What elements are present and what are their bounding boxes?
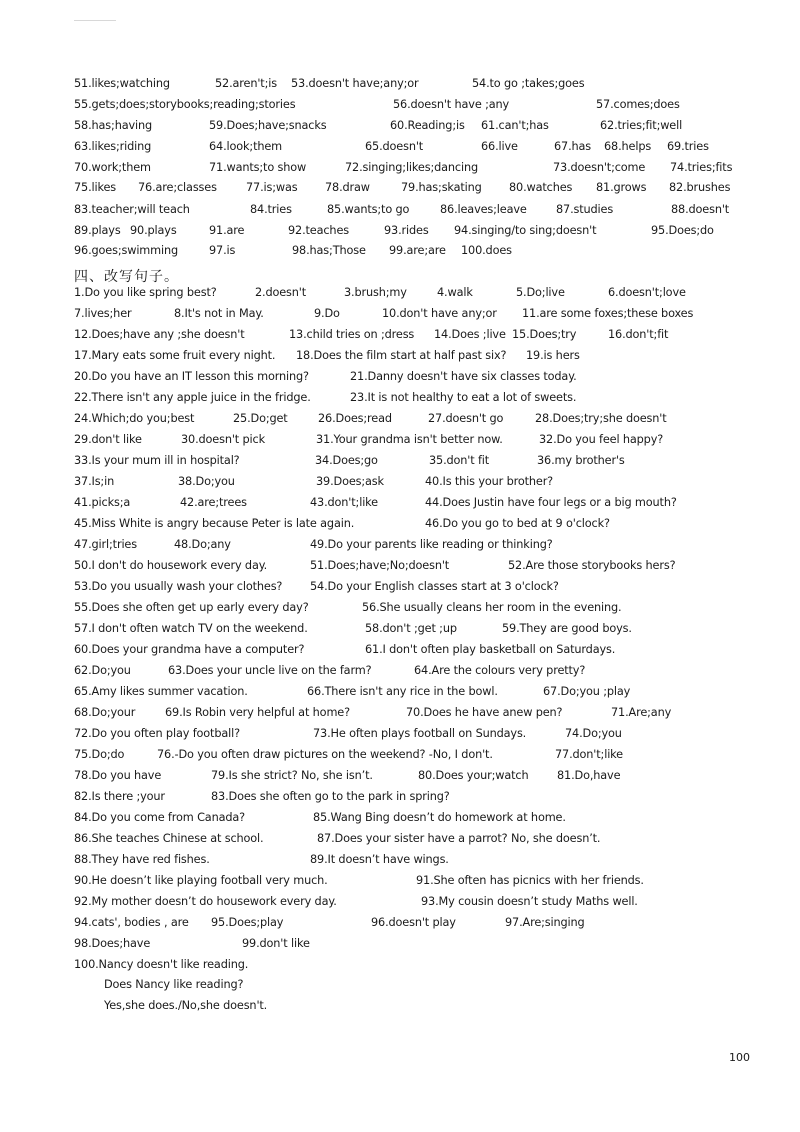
answer-item: 84.Do you come from Canada? [74, 811, 245, 824]
answer-item: 60.Does your grandma have a computer? [74, 643, 305, 656]
answer-item: 94.cats', bodies , are [74, 916, 189, 929]
answer-item: 85.Wang Bing doesn’t do homework at home. [313, 811, 566, 824]
answer-item: 59.Does;have;snacks [209, 119, 327, 132]
answer-item: 18.Does the film start at half past six? [296, 349, 507, 362]
top-rule [74, 20, 116, 21]
answer-item: 94.singing/to sing;doesn't [454, 224, 597, 237]
answer-item: 84.tries [250, 203, 292, 216]
answer-item: 2.doesn't [255, 286, 307, 299]
answer-item: 95.Does;do [651, 224, 714, 237]
answer-item: 7.lives;her [74, 307, 132, 320]
answer-item: 26.Does;read [318, 412, 392, 425]
answer-item: 8.It's not in May. [174, 307, 264, 320]
answer-item: 52.Are those storybooks hers? [508, 559, 676, 572]
answer-item: 53.Do you usually wash your clothes? [74, 580, 283, 593]
answer-item: 65.Amy likes summer vacation. [74, 685, 248, 698]
answer-item: 73.doesn't;come [553, 161, 646, 174]
answer-item: 81.grows [596, 181, 647, 194]
answer-item: 82.Is there ;your [74, 790, 165, 803]
answer-item: 98.has;Those [292, 244, 366, 257]
answer-item: 74.Do;you [565, 727, 622, 740]
answer-item: 41.picks;a [74, 496, 131, 509]
answer-item: 37.Is;in [74, 475, 115, 488]
answer-item: 87.Does your sister have a parrot? No, she doesn’t. [317, 832, 601, 845]
answer-item: 44.Does Justin have four legs or a big mouth? [425, 496, 677, 509]
answer-item: 10.don't have any;or [382, 307, 497, 320]
answer-item: Does Nancy like reading? [104, 978, 244, 991]
answer-item: 23.It is not healthy to eat a lot of sweets. [350, 391, 577, 404]
answer-item: 50.I don't do housework every day. [74, 559, 268, 572]
answer-item: 80.watches [509, 181, 573, 194]
answer-item: 63.likes;riding [74, 140, 152, 153]
answer-item: 55.gets;does;storybooks;reading;stories [74, 98, 296, 111]
answer-item: 55.Does she often get up early every day? [74, 601, 309, 614]
answer-item: 67.has [554, 140, 592, 153]
answer-item: 83.Does she often go to the park in spring? [211, 790, 450, 803]
answer-item: 91.are [209, 224, 245, 237]
answer-item: 40.Is this your brother? [425, 475, 554, 488]
answer-item: 66.live [481, 140, 518, 153]
answer-item: 93.rides [384, 224, 429, 237]
answer-item: 25.Do;get [233, 412, 288, 425]
answer-item: 75.likes [74, 181, 117, 194]
answer-item: 31.Your grandma isn't better now. [316, 433, 503, 446]
answer-item: 99.don't like [242, 937, 310, 950]
answer-item: 6.doesn't;love [608, 286, 686, 299]
answer-item: 95.Does;play [211, 916, 284, 929]
answer-item: 68.helps [604, 140, 652, 153]
answer-item: 93.My cousin doesn’t study Maths well. [421, 895, 638, 908]
answer-item: 45.Miss White is angry because Peter is late again. [74, 517, 355, 530]
answer-item: 90.He doesn’t like playing football very much. [74, 874, 328, 887]
answer-item: 54.Do your English classes start at 3 o'clock? [310, 580, 559, 593]
answer-item: 15.Does;try [512, 328, 577, 341]
answer-item: 62.tries;fit;well [600, 119, 683, 132]
answer-item: 19.is hers [526, 349, 580, 362]
page-number: 100 [729, 1051, 750, 1064]
answer-item: 81.Do,have [557, 769, 621, 782]
answer-item: 27.doesn't go [428, 412, 504, 425]
answer-item: 89.plays [74, 224, 121, 237]
answer-item: 56.doesn't have ;any [393, 98, 510, 111]
answer-item: 86.She teaches Chinese at school. [74, 832, 264, 845]
answer-item: 34.Does;go [315, 454, 378, 467]
answer-item: 24.Which;do you;best [74, 412, 195, 425]
answer-item: 5.Do;live [516, 286, 565, 299]
answer-item: 100.does [461, 244, 512, 257]
answer-item: 4.walk [437, 286, 473, 299]
answer-item: 51.Does;have;No;doesn't [310, 559, 450, 572]
answer-item: 78.Do you have [74, 769, 162, 782]
answer-item: 54.to go ;takes;goes [472, 77, 585, 90]
answer-item: 76.-Do you often draw pictures on the weekend? -No, I don't. [157, 748, 493, 761]
answer-item: 16.don't;fit [608, 328, 669, 341]
answer-item: 46.Do you go to bed at 9 o'clock? [425, 517, 610, 530]
answer-item: 17.Mary eats some fruit every night. [74, 349, 276, 362]
answer-item: 78.draw [325, 181, 370, 194]
answer-item: 39.Does;ask [316, 475, 384, 488]
answer-item: 11.are some foxes;these boxes [522, 307, 694, 320]
answer-item: 97.is [209, 244, 236, 257]
answer-item: 79.has;skating [401, 181, 482, 194]
answer-item: 61.can't;has [481, 119, 549, 132]
answer-item: 85.wants;to go [327, 203, 410, 216]
answer-item: 86.leaves;leave [440, 203, 527, 216]
answer-item: 70.work;them [74, 161, 151, 174]
answer-item: 48.Do;any [174, 538, 231, 551]
answer-item: 72.singing;likes;dancing [345, 161, 478, 174]
answer-item: Yes,she does./No,she doesn't. [104, 999, 268, 1012]
answer-item: 64.look;them [209, 140, 283, 153]
answer-item: 47.girl;tries [74, 538, 137, 551]
answer-item: 76.are;classes [138, 181, 217, 194]
answer-item: 71.Are;any [611, 706, 672, 719]
answer-item: 58.has;having [74, 119, 153, 132]
answer-item: 80.Does your;watch [418, 769, 529, 782]
answer-item: 90.plays [130, 224, 177, 237]
answer-item: 79.Is she strict? No, she isn’t. [211, 769, 373, 782]
answer-item: 14.Does ;live [434, 328, 506, 341]
answer-item: 33.Is your mum ill in hospital? [74, 454, 240, 467]
answer-item: 57.comes;does [596, 98, 680, 111]
answer-item: 88.They have red fishes. [74, 853, 210, 866]
answer-item: 72.Do you often play football? [74, 727, 240, 740]
answer-item: 74.tries;fits [670, 161, 733, 174]
answer-item: 49.Do your parents like reading or thinking? [310, 538, 553, 551]
answer-item: 70.Does he have anew pen? [406, 706, 563, 719]
answer-item: 63.Does your uncle live on the farm? [168, 664, 372, 677]
answer-item: 83.teacher;will teach [74, 203, 190, 216]
answer-item: 38.Do;you [178, 475, 235, 488]
answer-item: 28.Does;try;she doesn't [535, 412, 667, 425]
answer-item: 43.don't;like [310, 496, 378, 509]
answer-item: 71.wants;to show [209, 161, 307, 174]
answer-item: 20.Do you have an IT lesson this morning? [74, 370, 309, 383]
answer-item: 21.Danny doesn't have six classes today. [350, 370, 577, 383]
answer-item: 52.aren't;is [215, 77, 277, 90]
answer-item: 9.Do [314, 307, 340, 320]
section-heading: 四、改写句子。 [74, 269, 179, 285]
answer-item: 12.Does;have any ;she doesn't [74, 328, 245, 341]
answer-item: 29.don't like [74, 433, 142, 446]
answer-item: 96.doesn't play [371, 916, 456, 929]
answer-item: 53.doesn't have;any;or [291, 77, 419, 90]
answer-item: 89.It doesn’t have wings. [310, 853, 449, 866]
answer-item: 30.doesn't pick [181, 433, 265, 446]
answer-item: 88.doesn't [671, 203, 730, 216]
answer-item: 68.Do;your [74, 706, 136, 719]
answer-item: 100.Nancy doesn't like reading. [74, 958, 249, 971]
answer-item: 65.doesn't [365, 140, 424, 153]
answer-item: 69.tries [667, 140, 709, 153]
answer-item: 36.my brother's [537, 454, 625, 467]
answer-item: 51.likes;watching [74, 77, 170, 90]
answer-item: 61.I don't often play basketball on Saturdays. [365, 643, 616, 656]
answer-item: 87.studies [556, 203, 614, 216]
answer-item: 35.don't fit [429, 454, 490, 467]
answer-item: 59.They are good boys. [502, 622, 632, 635]
answer-item: 73.He often plays football on Sundays. [313, 727, 527, 740]
answer-item: 91.She often has picnics with her friends. [416, 874, 644, 887]
answer-item: 22.There isn't any apple juice in the fridge. [74, 391, 311, 404]
answer-item: 98.Does;have [74, 937, 151, 950]
answer-item: 66.There isn't any rice in the bowl. [307, 685, 498, 698]
answer-item: 69.Is Robin very helpful at home? [165, 706, 350, 719]
answer-item: 82.brushes [669, 181, 731, 194]
answer-item: 64.Are the colours very pretty? [414, 664, 586, 677]
answer-item: 58.don't ;get ;up [365, 622, 457, 635]
answer-item: 62.Do;you [74, 664, 131, 677]
answer-item: 92.teaches [288, 224, 349, 237]
answer-item: 32.Do you feel happy? [539, 433, 664, 446]
answer-item: 77.don't;like [555, 748, 623, 761]
answer-item: 1.Do you like spring best? [74, 286, 217, 299]
answer-item: 56.She usually cleans her room in the evening. [362, 601, 622, 614]
answer-item: 57.I don't often watch TV on the weekend. [74, 622, 308, 635]
answer-item: 60.Reading;is [390, 119, 465, 132]
answer-item: 96.goes;swimming [74, 244, 179, 257]
answer-item: 42.are;trees [180, 496, 247, 509]
answer-item: 97.Are;singing [505, 916, 585, 929]
answer-item: 99.are;are [389, 244, 446, 257]
answer-item: 13.child tries on ;dress [289, 328, 415, 341]
answer-item: 75.Do;do [74, 748, 125, 761]
answer-item: 67.Do;you ;play [543, 685, 631, 698]
answer-item: 77.is;was [246, 181, 298, 194]
answer-item: 3.brush;my [344, 286, 407, 299]
answer-item: 92.My mother doesn’t do housework every day. [74, 895, 337, 908]
